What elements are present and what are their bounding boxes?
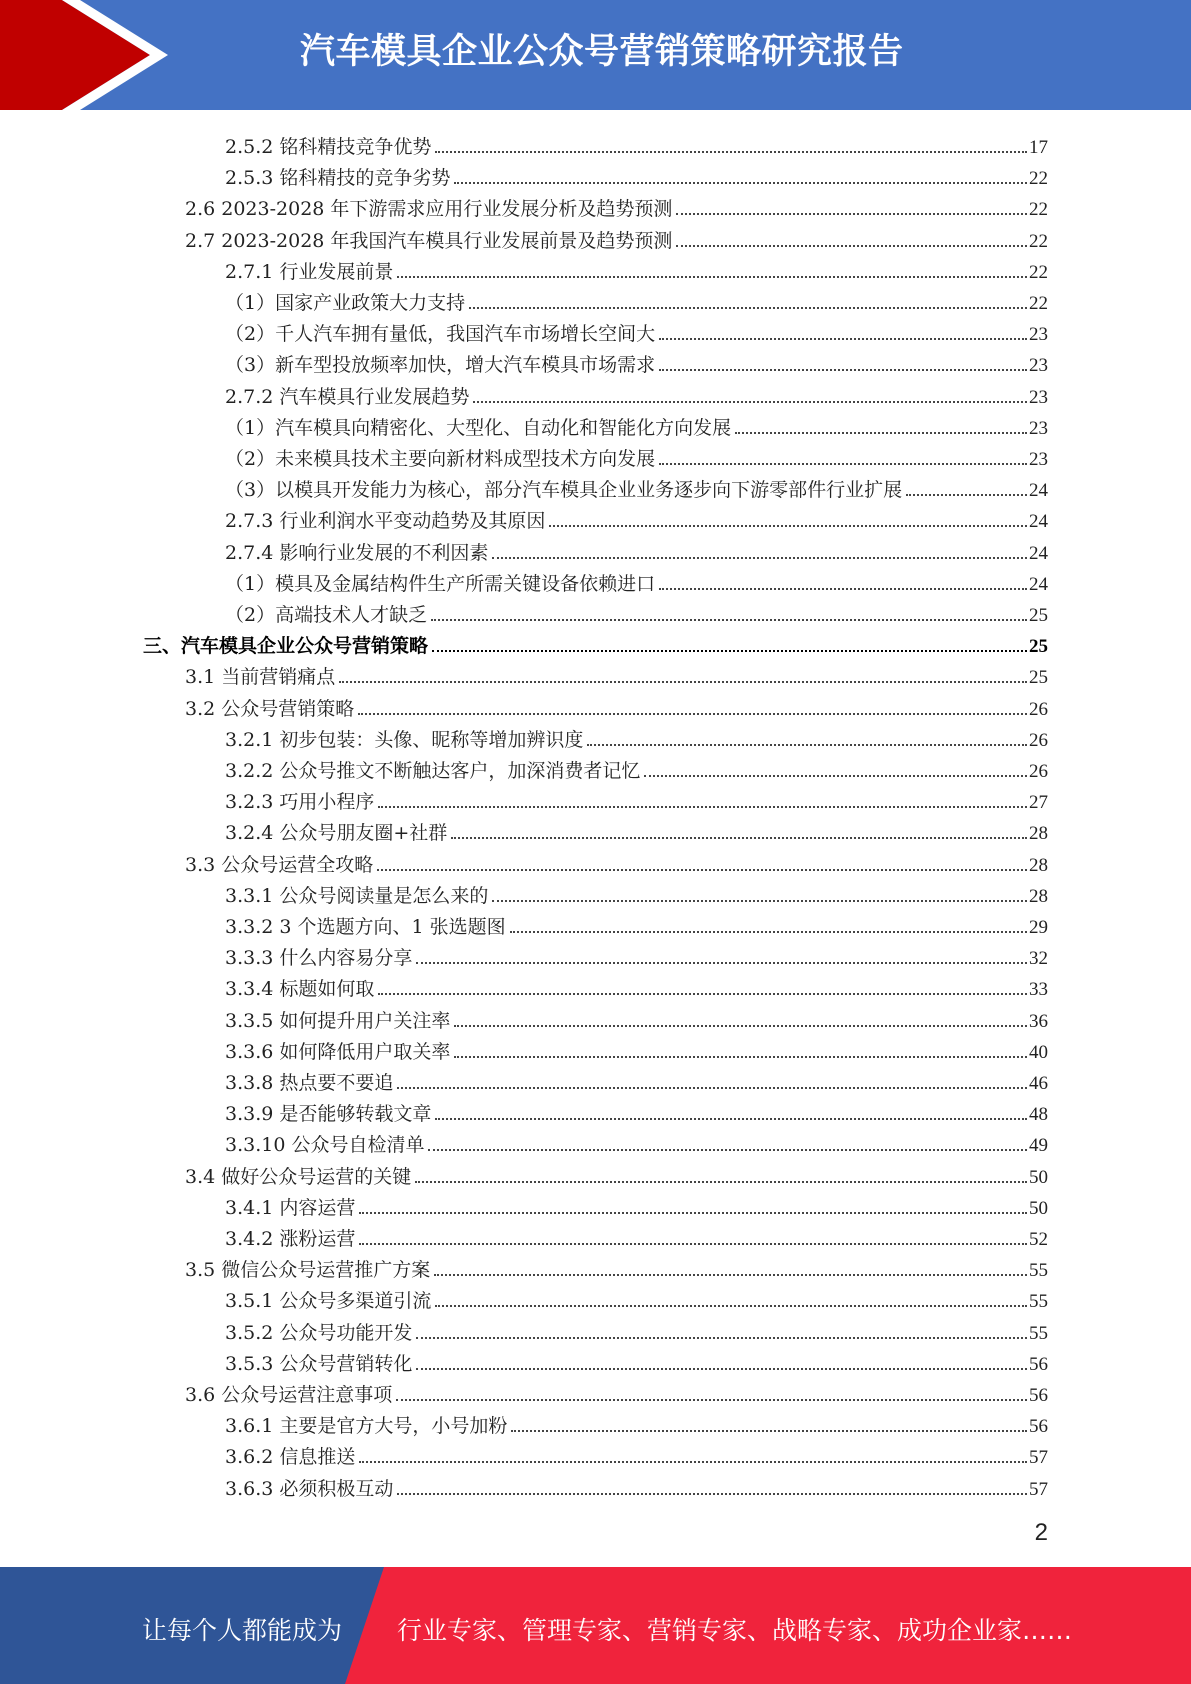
toc-entry-page: 56 — [1029, 1416, 1048, 1438]
toc-entry-page: 28 — [1029, 823, 1048, 845]
toc-entry-page: 24 — [1029, 511, 1048, 533]
header-band — [0, 0, 1191, 110]
toc-entry-page: 33 — [1029, 979, 1048, 1001]
toc-dot-leader — [906, 494, 1027, 496]
toc-dot-leader — [428, 1149, 1027, 1151]
toc-entry-page: 26 — [1029, 698, 1048, 720]
toc-dot-leader — [510, 931, 1027, 933]
toc-entry[interactable] — [225, 502, 1048, 533]
toc-entry[interactable] — [225, 1220, 1048, 1251]
toc-entry-page: 26 — [1029, 729, 1048, 751]
toc-entry-page: 52 — [1029, 1229, 1048, 1250]
toc-entry-label: 3.6.2 信息推送 — [225, 1446, 356, 1469]
toc-entry-label: 3.3.10 公众号自检清单 — [225, 1134, 425, 1157]
toc-entry-page: 25 — [1029, 636, 1048, 658]
toc-entry-page: 22 — [1029, 293, 1048, 314]
toc-entry[interactable] — [225, 1282, 1048, 1313]
toc-entry-label: 3.5.1 公众号多渠道引流 — [225, 1290, 432, 1313]
toc-entry-page: 22 — [1029, 230, 1048, 252]
toc-entry[interactable] — [225, 253, 1048, 284]
toc-entry-page: 32 — [1029, 948, 1048, 970]
chevron-red-shape — [0, 0, 150, 110]
toc-dot-leader — [432, 650, 1027, 652]
toc-entry-page: 25 — [1029, 667, 1048, 689]
toc-dot-leader — [587, 744, 1027, 746]
toc-entry[interactable] — [225, 970, 1048, 1001]
toc-entry[interactable] — [225, 1126, 1048, 1157]
toc-entry[interactable] — [225, 1407, 1048, 1438]
toc-entry-page: 55 — [1029, 1291, 1048, 1313]
toc-entry-label: 3.6.1 主要是官方大号，小号加粉 — [225, 1415, 508, 1438]
toc-entry-label: （1）模具及金属结构件生产所需关键设备依赖进口 — [225, 572, 656, 595]
toc-entry[interactable] — [225, 440, 1048, 471]
toc-entry-label: （2）高端技术人才缺乏 — [225, 604, 428, 626]
toc-entry[interactable] — [185, 222, 1048, 253]
toc-dot-leader — [415, 1181, 1027, 1183]
toc-entry-label: （1）汽车模具向精密化、大型化、自动化和智能化方向发展 — [225, 416, 732, 439]
toc-dot-leader — [435, 151, 1027, 153]
toc-entry-page: 49 — [1029, 1135, 1048, 1157]
toc-entry-label: 3.6 公众号运营注意事项 — [185, 1384, 393, 1406]
toc-dot-leader — [676, 213, 1027, 215]
toc-entry-label: （1）国家产业政策大力支持 — [225, 292, 466, 314]
footer-band — [0, 1567, 1191, 1684]
toc-entry-label: 3.3 公众号运营全攻略 — [185, 853, 374, 876]
toc-dot-leader — [396, 1399, 1027, 1401]
toc-entry-label: 2.7.1 行业发展前景 — [225, 260, 394, 283]
toc-entry-page: 56 — [1029, 1353, 1048, 1375]
toc-entry[interactable] — [225, 721, 1048, 752]
toc-entry-label: 2.7.4 影响行业发展的不利因素 — [225, 541, 489, 564]
page-number: 2 — [1034, 1519, 1048, 1546]
toc-entry[interactable] — [185, 846, 1048, 877]
toc-entry[interactable] — [225, 128, 1048, 159]
toc-entry-label: 2.6 2023-2028 年下游需求应用行业发展分析及趋势预测 — [185, 198, 673, 221]
toc-entry-label: 2.7 2023-2028 年我国汽车模具行业发展前景及趋势预测 — [185, 229, 673, 252]
toc-entry-label: 3.2.1 初步包装：头像、昵称等增加辨识度 — [225, 728, 584, 751]
footer-slogan-left: 让每个人都能成为 — [142, 1616, 343, 1645]
toc-entry-page: 24 — [1029, 480, 1048, 502]
toc-entry-label: 3.3.9 是否能够转载文章 — [225, 1103, 432, 1126]
toc-dot-leader — [359, 1461, 1027, 1463]
toc-entry-page: 28 — [1029, 854, 1048, 876]
toc-dot-leader — [659, 588, 1027, 590]
toc-entry-page: 17 — [1029, 137, 1048, 158]
toc-entry[interactable] — [225, 1438, 1048, 1469]
toc-entry[interactable] — [225, 1064, 1048, 1095]
toc-dot-leader — [434, 1274, 1027, 1276]
toc-dot-leader — [359, 1243, 1027, 1245]
toc-entry-page: 24 — [1029, 542, 1048, 564]
toc-dot-leader — [435, 1305, 1027, 1307]
toc-entry-page: 24 — [1029, 573, 1048, 595]
toc-dot-leader — [473, 401, 1027, 403]
toc-entry[interactable] — [225, 1314, 1048, 1345]
toc-entry[interactable] — [225, 315, 1048, 346]
toc-entry[interactable] — [225, 378, 1048, 409]
toc-dot-leader — [435, 1118, 1027, 1120]
toc-entry[interactable] — [225, 1470, 1048, 1501]
toc-entry[interactable] — [225, 908, 1048, 939]
toc-entry[interactable] — [225, 1189, 1048, 1220]
toc-entry[interactable] — [143, 627, 1048, 658]
toc-dot-leader — [511, 1430, 1027, 1432]
toc-entry-page: 23 — [1029, 386, 1048, 408]
toc-entry-label: 3.6.3 必须积极互动 — [225, 1477, 394, 1500]
toc-entry[interactable] — [225, 1002, 1048, 1033]
toc-entry-page: 29 — [1029, 917, 1048, 938]
toc-entry-page: 46 — [1029, 1073, 1048, 1094]
toc-dot-leader — [492, 900, 1027, 902]
toc-entry-label: 2.7.2 汽车模具行业发展趋势 — [225, 385, 470, 408]
toc-dot-leader — [378, 806, 1027, 808]
toc-dot-leader — [676, 245, 1027, 247]
toc-entry-label: （2）千人汽车拥有量低，我国汽车市场增长空间大 — [225, 323, 656, 346]
toc-entry-page: 55 — [1029, 1322, 1048, 1344]
toc-entry-label: 2.7.3 行业利润水平变动趋势及其原因 — [225, 510, 546, 533]
toc-entry[interactable] — [225, 939, 1048, 970]
toc-entry[interactable] — [185, 690, 1048, 721]
toc-entry-page: 23 — [1029, 355, 1048, 377]
toc-entry-page: 28 — [1029, 885, 1048, 907]
toc-entry-label: 3.3.4 标题如何取 — [225, 978, 375, 1001]
toc-entry-page: 23 — [1029, 449, 1048, 470]
toc-dot-leader — [431, 619, 1027, 621]
toc-entry-label: （3）以模具开发能力为核心，部分汽车模具企业业务逐步向下游零部件行业扩展 — [225, 479, 903, 502]
toc-entry-page: 56 — [1029, 1385, 1048, 1406]
toc-dot-leader — [469, 307, 1027, 309]
toc-entry-label: 3.2.3 巧用小程序 — [225, 791, 375, 814]
toc-entry-page: 22 — [1029, 261, 1048, 283]
toc-entry[interactable] — [185, 658, 1048, 689]
toc-dot-leader — [492, 557, 1027, 559]
toc-entry-page: 23 — [1029, 324, 1048, 346]
toc-dot-leader — [451, 837, 1027, 839]
toc-entry-label: 3.5 微信公众号运营推广方案 — [185, 1259, 431, 1282]
toc-entry-page: 23 — [1029, 417, 1048, 439]
toc-dot-leader — [549, 525, 1027, 527]
toc-dot-leader — [377, 869, 1027, 871]
toc-entry-label: 3.3.2 3 个选题方向、1 张选题图 — [225, 916, 506, 938]
toc-dot-leader — [358, 713, 1027, 715]
toc-entry-label: 3.4.2 涨粉运营 — [225, 1228, 356, 1250]
toc-dot-leader — [644, 775, 1027, 777]
toc-entry[interactable] — [225, 471, 1048, 502]
toc-entry-label: 3.3.6 如何降低用户取关率 — [225, 1040, 451, 1063]
toc-entry-label: （3）新车型投放频率加快，增大汽车模具市场需求 — [225, 354, 656, 377]
toc-dot-leader — [339, 681, 1027, 683]
toc-entry-label: 2.5.3 铭科精技的竞争劣势 — [225, 167, 451, 190]
toc-entry-label: 三、汽车模具企业公众号营销策略 — [143, 635, 429, 658]
toc-entry-label: 2.5.2 铭科精技竞争优势 — [225, 136, 432, 158]
toc-entry-label: 3.3.1 公众号阅读量是怎么来的 — [225, 884, 489, 907]
toc-entry[interactable] — [225, 596, 1048, 627]
toc-entry-label: 3.3.5 如何提升用户关注率 — [225, 1009, 451, 1032]
toc-entry[interactable] — [225, 565, 1048, 596]
toc-dot-leader — [397, 1493, 1027, 1495]
toc-entry-page: 22 — [1029, 199, 1048, 221]
toc-dot-leader — [454, 1025, 1027, 1027]
toc-entry-page: 22 — [1029, 168, 1048, 190]
toc-entry-label: 3.4.1 内容运营 — [225, 1196, 356, 1219]
toc-entry-label: 3.1 当前营销痛点 — [185, 666, 336, 689]
toc-dot-leader — [397, 1087, 1027, 1089]
toc-entry[interactable] — [185, 1376, 1048, 1407]
toc-entry[interactable] — [225, 752, 1048, 783]
toc-entry-page: 50 — [1029, 1166, 1048, 1188]
toc-dot-leader — [416, 962, 1027, 964]
toc-entry[interactable] — [225, 346, 1048, 377]
footer-slogan-right: 行业专家、管理专家、营销专家、战略专家、成功企业家…… — [397, 1616, 1073, 1645]
toc-dot-leader — [359, 1212, 1027, 1214]
toc-entry-page: 55 — [1029, 1260, 1048, 1282]
toc-entry-page: 40 — [1029, 1041, 1048, 1063]
report-title: 汽车模具企业公众号营销策略研究报告 — [300, 32, 904, 72]
toc-entry[interactable] — [185, 190, 1048, 221]
toc-entry-label: （2）未来模具技术主要向新材料成型技术方向发展 — [225, 448, 656, 470]
toc-entry-label: 3.2 公众号营销策略 — [185, 697, 355, 720]
toc-entry-label: 3.3.8 热点要不要追 — [225, 1072, 394, 1094]
toc-entry[interactable] — [225, 1033, 1048, 1064]
toc-entry-page: 27 — [1029, 792, 1048, 814]
toc-entry[interactable] — [185, 1158, 1048, 1189]
toc-entry[interactable] — [225, 409, 1048, 440]
toc-entry[interactable] — [225, 814, 1048, 845]
toc-entry-label: 3.4 做好公众号运营的关键 — [185, 1165, 412, 1188]
toc-entry-page: 57 — [1029, 1478, 1048, 1500]
toc-entry-page: 26 — [1029, 761, 1048, 782]
toc-dot-leader — [659, 463, 1027, 465]
toc-entry-label: 3.2.4 公众号朋友圈+社群 — [225, 822, 448, 845]
toc-entry-page: 36 — [1029, 1010, 1048, 1032]
toc-entry-page: 50 — [1029, 1197, 1048, 1219]
toc-entry[interactable] — [225, 534, 1048, 565]
toc-dot-leader — [416, 1368, 1027, 1370]
toc-entry[interactable] — [225, 284, 1048, 315]
toc-entry-page: 25 — [1029, 605, 1048, 626]
toc-dot-leader — [397, 276, 1027, 278]
toc-dot-leader — [416, 1337, 1027, 1339]
toc-entry-page: 48 — [1029, 1104, 1048, 1126]
toc-entry-label: 3.2.2 公众号推文不断触达客户，加深消费者记忆 — [225, 760, 641, 782]
toc-dot-leader — [454, 182, 1027, 184]
toc-entry[interactable] — [225, 1345, 1048, 1376]
toc-entry-label: 3.5.3 公众号营销转化 — [225, 1352, 413, 1375]
toc-dot-leader — [735, 432, 1027, 434]
toc-entry[interactable] — [225, 783, 1048, 814]
toc-dot-leader — [659, 369, 1027, 371]
toc-entry-page: 57 — [1029, 1447, 1048, 1469]
toc-entry-label: 3.3.3 什么内容易分享 — [225, 947, 413, 970]
toc-entry[interactable] — [225, 1095, 1048, 1126]
toc-dot-leader — [659, 338, 1027, 340]
toc-dot-leader — [454, 1056, 1027, 1058]
toc-entry[interactable] — [225, 159, 1048, 190]
toc-entry[interactable] — [225, 877, 1048, 908]
toc-entry[interactable] — [185, 1251, 1048, 1282]
toc-dot-leader — [378, 993, 1027, 995]
toc-entry-label: 3.5.2 公众号功能开发 — [225, 1321, 413, 1344]
